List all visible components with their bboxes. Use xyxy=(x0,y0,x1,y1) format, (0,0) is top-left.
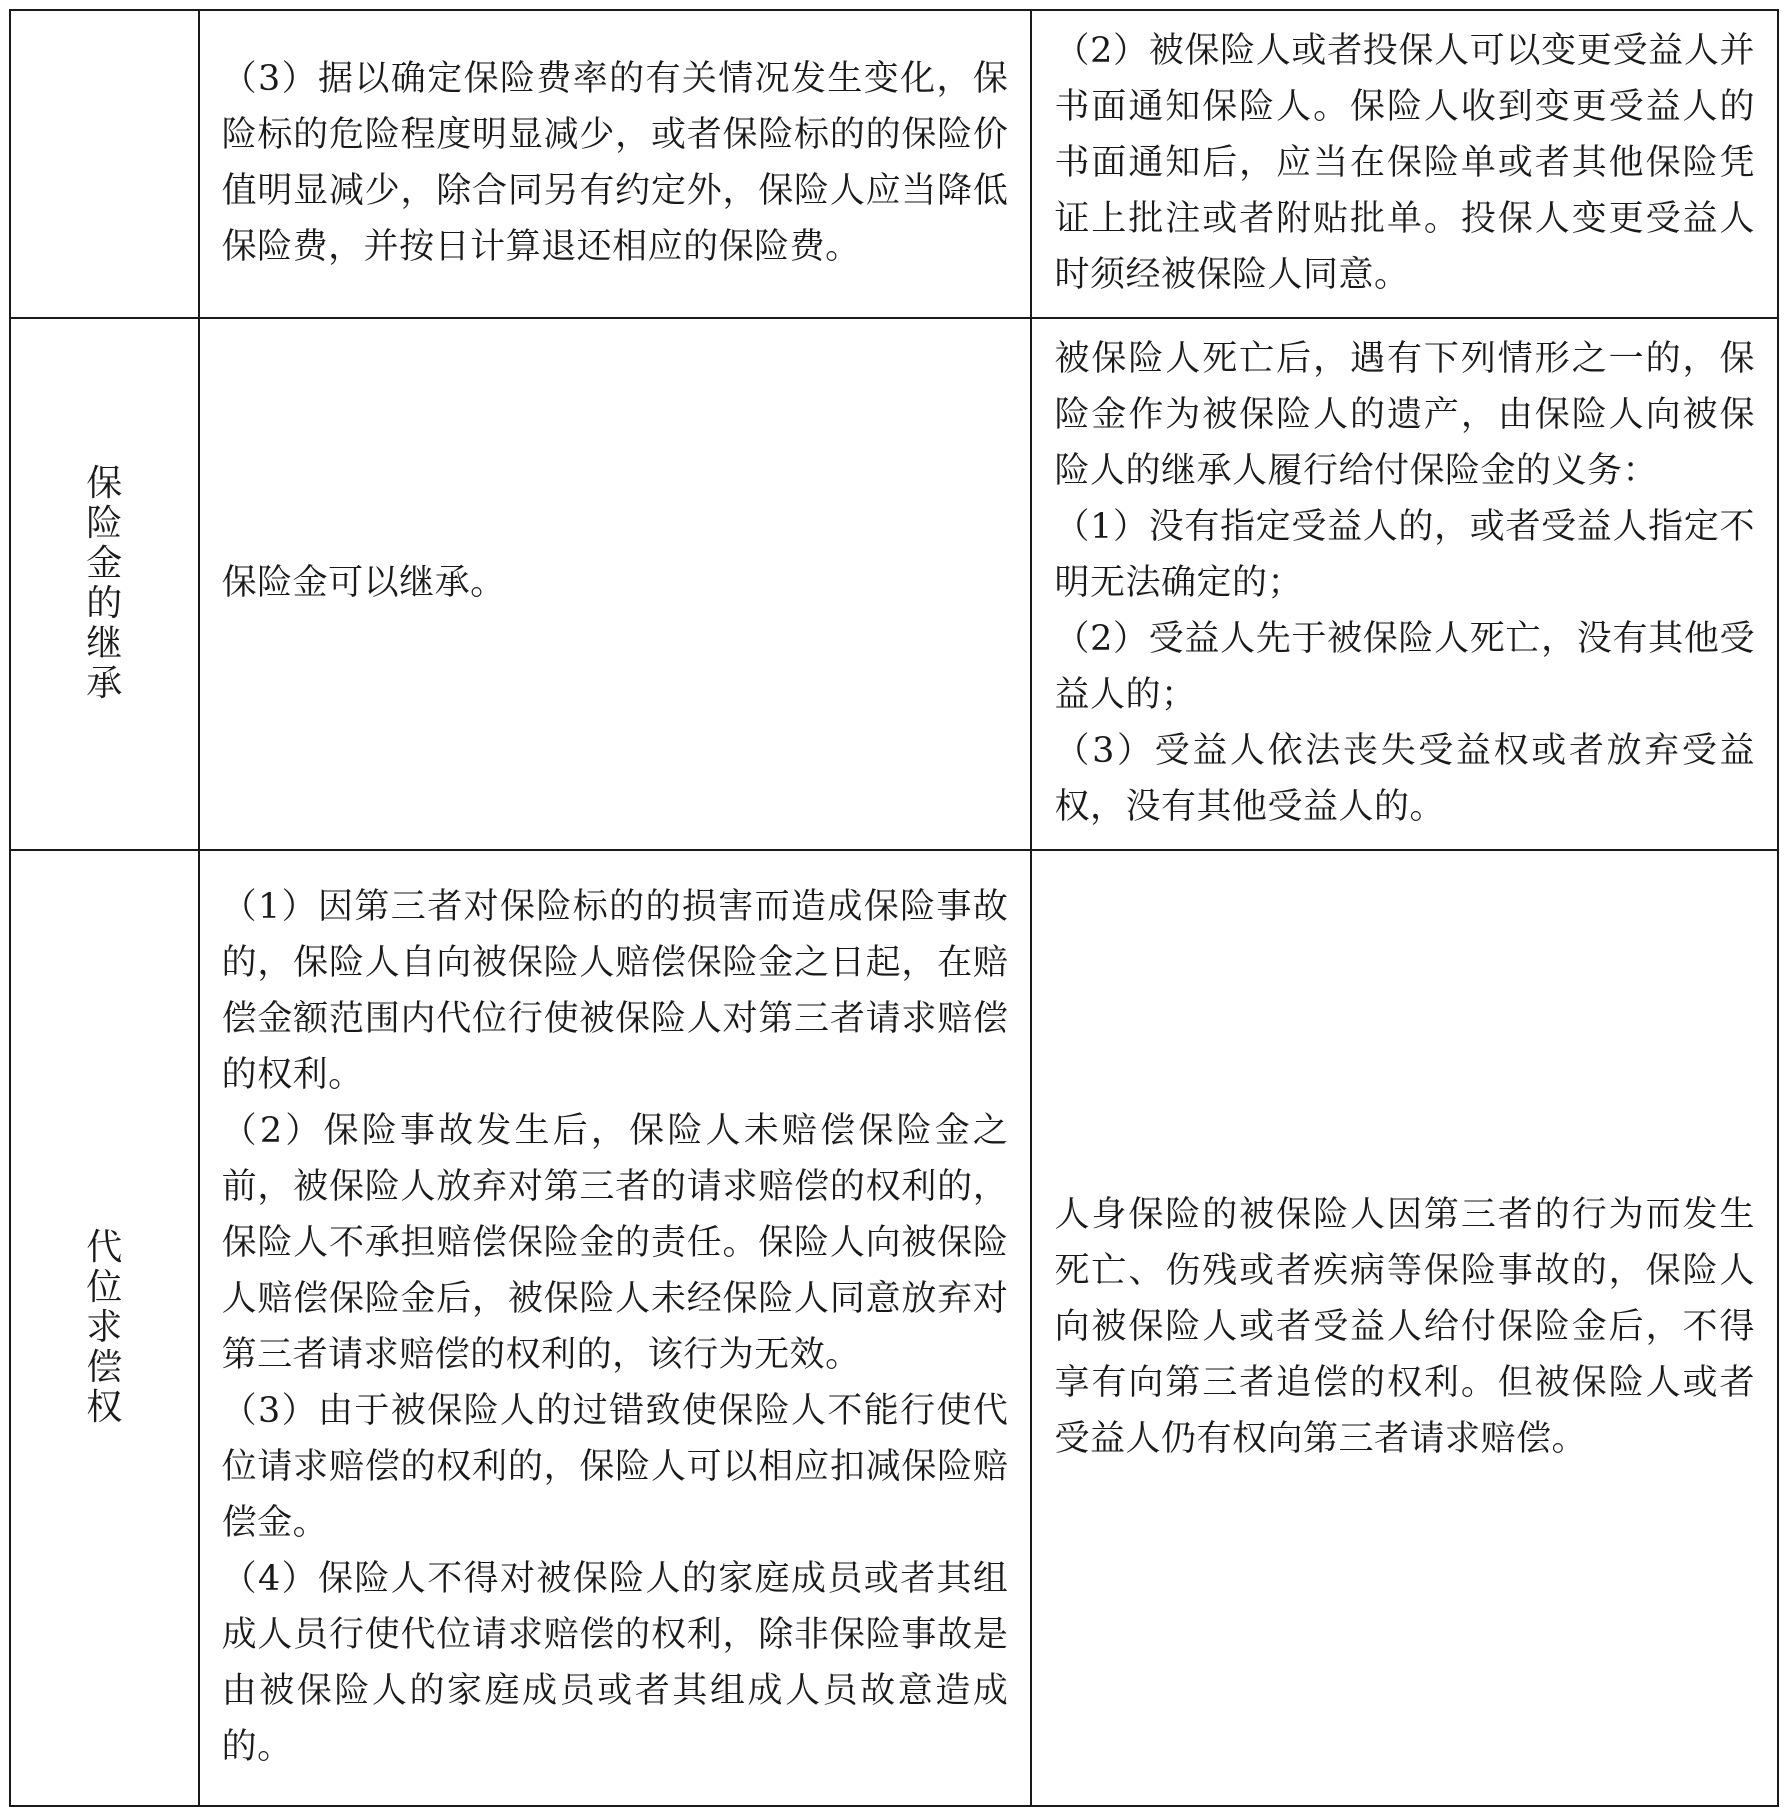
cell-paragraph: 人身保险的被保险人因第三者的行为而发生死亡、伤残或者疾病等保险事故的，保险人向被保险人或者受益人给付保险金后，不得享有向第三者追偿的权利。但被保险人或者受益人仍有权向第三者请求赔偿。 xyxy=(1054,1195,1755,1459)
cell-paragraph: （1）没有指定受益人的，或者受益人指定不明无法确定的； xyxy=(1054,507,1755,603)
row-label: 代位求偿权 xyxy=(86,1227,123,1428)
cell-paragraph: 保险金可以继承。 xyxy=(221,563,506,603)
cell-paragraph: （2）保险事故发生后，保险人未赔偿保险金之前，被保险人放弃对第三者的请求赔偿的权利的，保险人不承担赔偿保险金的责任。保险人向被保险人赔偿保险金后，被保险人未经保险人同意放弃对第三者请求赔偿的权利的，该行为无效。 xyxy=(221,1111,1009,1375)
cell-paragraph: （4）保险人不得对被保险人的家庭成员或者其组成人员行使代位请求赔偿的权利，除非保险事故是由被保险人的家庭成员或者其组成人员故意造成的。 xyxy=(221,1559,1009,1767)
cell-paragraph: （1）因第三者对保险标的的损害而造成保险事故的，保险人自向被保险人赔偿保险金之日起，在赔偿金额范围内代位行使被保险人对第三者请求赔偿的权利。 xyxy=(221,887,1009,1095)
cell-paragraph: 被保险人死亡后，遇有下列情形之一的，保险金作为被保险人的遗产，由保险人向被保险人的继承人履行给付保险金的义务： xyxy=(1054,339,1755,491)
table-row xyxy=(10,850,1778,1806)
cell-paragraph: （2）受益人先于被保险人死亡，没有其他受益人的； xyxy=(1054,619,1755,715)
property-insurance-cell xyxy=(199,850,1032,1806)
row-label-cell xyxy=(10,850,199,1806)
cell-paragraph: （3）由于被保险人的过错致使保险人不能行使代位请求赔偿的权利的，保险人可以相应扣减保险赔偿金。 xyxy=(221,1391,1009,1543)
cell-paragraph: （3）受益人依法丧失受益权或者放弃受益权，没有其他受益人的。 xyxy=(1054,731,1755,827)
cell-paragraph: （3）据以确定保险费率的有关情况发生变化，保险标的危险程度明显减少，或者保险标的的保险价值明显减少，除合同另有约定外，保险人应当降低保险费，并按日计算退还相应的保险费。 xyxy=(221,59,1009,267)
row-label-cell xyxy=(10,10,199,318)
personal-insurance-cell xyxy=(1031,10,1778,318)
comparison-table xyxy=(9,9,1779,1807)
property-insurance-cell xyxy=(199,318,1032,850)
property-insurance-cell xyxy=(199,10,1032,318)
row-label-cell xyxy=(10,318,199,850)
table-row xyxy=(10,318,1778,850)
table-row xyxy=(10,10,1778,318)
personal-insurance-cell xyxy=(1031,850,1778,1806)
row-label: 保险金的继承 xyxy=(86,463,123,704)
personal-insurance-cell xyxy=(1031,318,1778,850)
cell-paragraph: （2）被保险人或者投保人可以变更受益人并书面通知保险人。保险人收到变更受益人的书面通知后，应当在保险单或者其他保险凭证上批注或者附贴批单。投保人变更受益人时须经被保险人同意。 xyxy=(1054,31,1755,295)
